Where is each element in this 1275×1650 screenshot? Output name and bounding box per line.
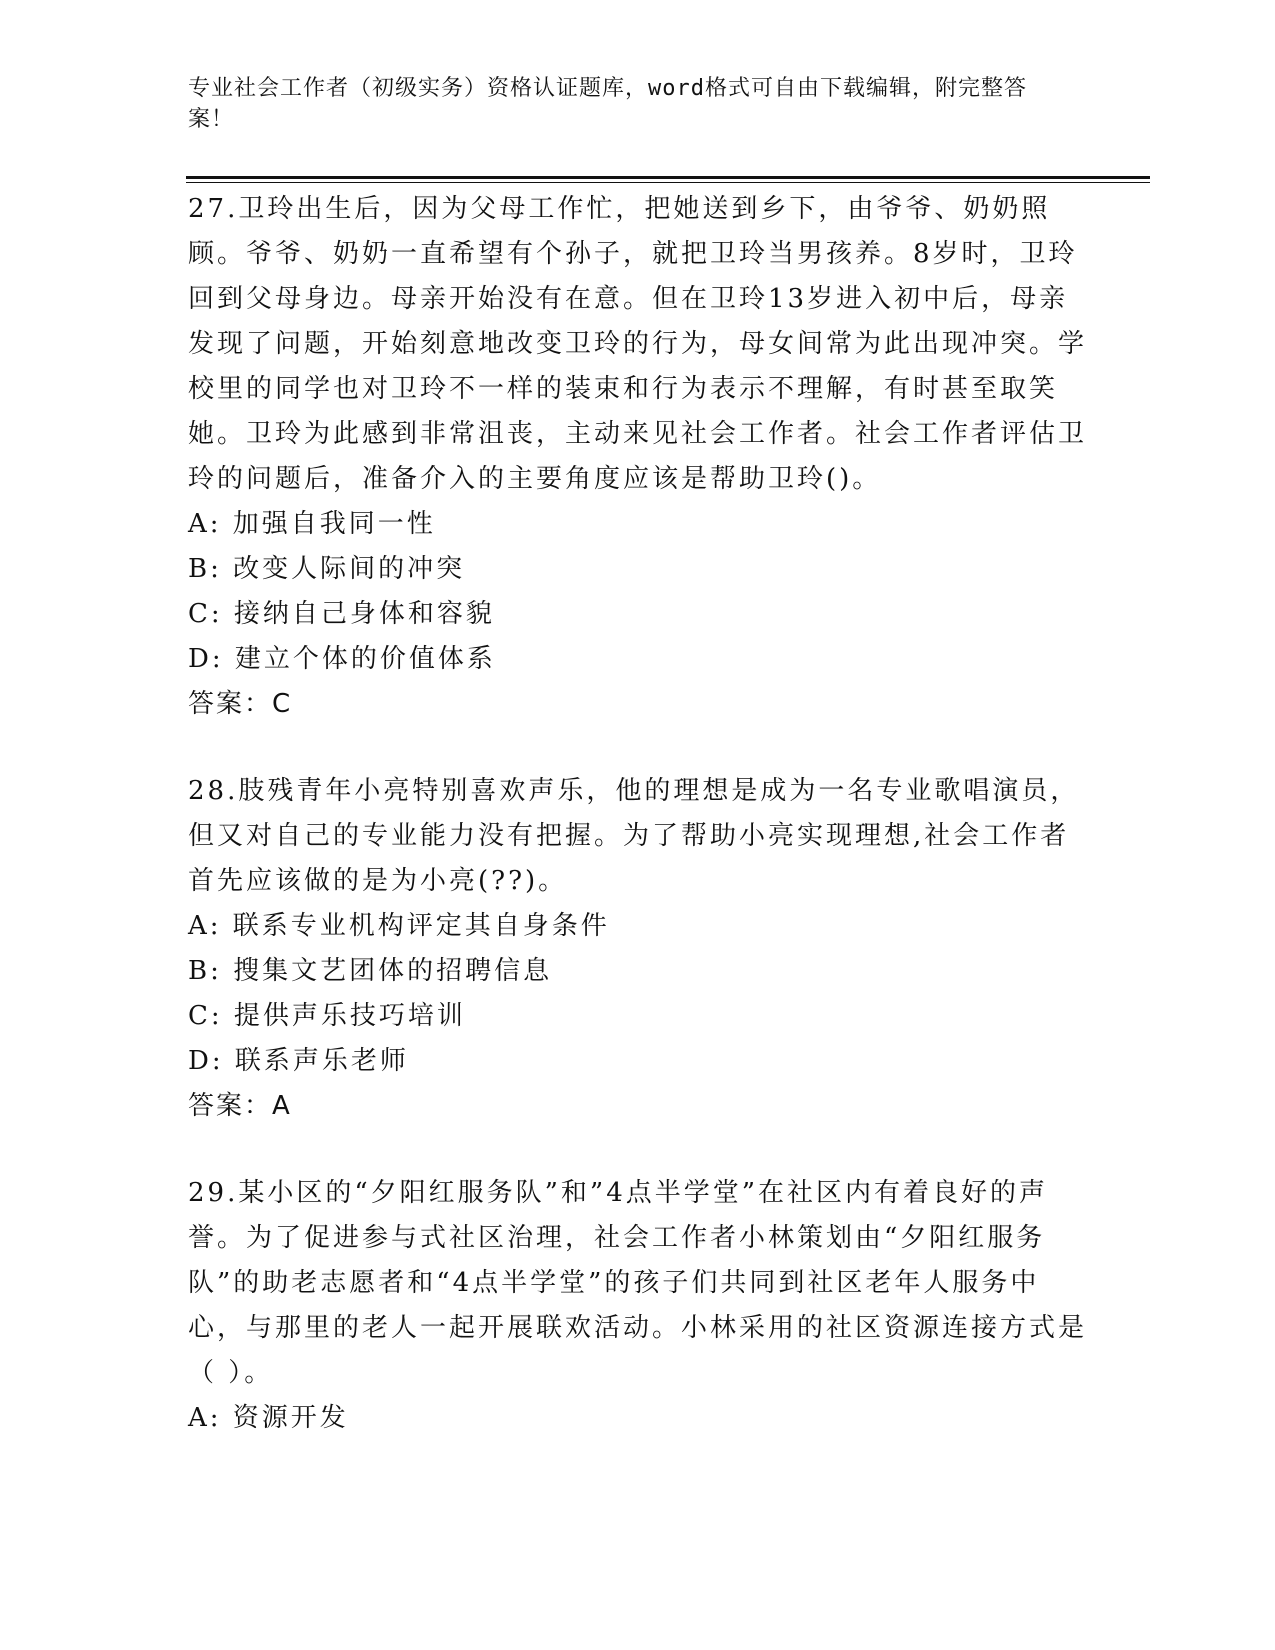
option-b: B: 搜集文艺团体的招聘信息 [188, 956, 553, 986]
question-28 [188, 769, 1088, 1129]
option-d: D: 建立个体的价值体系 [188, 644, 496, 674]
option-d: D: 联系声乐老师 [188, 1046, 409, 1076]
answer-label: 答案：A [188, 1091, 292, 1121]
option-b: B: 改变人际间的冲突 [188, 554, 466, 584]
header-divider-thick [186, 176, 1150, 179]
question-list [188, 187, 1088, 1483]
option-a: A: 加强自我同一性 [188, 509, 436, 539]
answer-label: 答案：C [188, 689, 293, 719]
question-stem: 27.卫玲出生后，因为父母工作忙，把她送到乡下，由爷爷、奶奶照顾。爷爷、奶奶一直希望有个孙子，就把卫玲当男孩养。8岁时，卫玲回到父母身边。母亲开始没有在意。但在卫玲13岁进入初中后，母亲发现了问题，开始刻意地改变卫玲的行为，母女间常为此出现冲突。学校里的同学也对卫玲不一样的装束和行为表示不理解，有时甚至取笑她。卫玲为此感到非常沮丧，主动来见社会工作者。社会工作者评估卫玲的问题后，准备介入的主要角度应该是帮助卫玲()。 [188, 194, 1088, 494]
question-29 [188, 1171, 1088, 1441]
option-c: C: 接纳自己身体和容貌 [188, 599, 495, 629]
header-divider-thin [186, 182, 1150, 183]
question-stem: 28.肢残青年小亮特别喜欢声乐，他的理想是成为一名专业歌唱演员，但又对自己的专业能力没有把握。为了帮助小亮实现理想,社会工作者首先应该做的是为小亮(??)。 [188, 776, 1080, 896]
option-a: A: 资源开发 [188, 1403, 349, 1433]
option-c: C: 提供声乐技巧培训 [188, 1001, 466, 1031]
header-title: 专业社会工作者（初级实务）资格认证题库，word格式可自由下载编辑，附完整答案！ [188, 76, 1027, 132]
document-header [188, 73, 1068, 135]
option-a: A: 联系专业机构评定其自身条件 [188, 911, 610, 941]
question-27 [188, 187, 1088, 727]
question-stem: 29.某小区的“夕阳红服务队”和”4点半学堂”在社区内有着良好的声誉。为了促进参与式社区治理，社会工作者小林策划由“夕阳红服务队”的助老志愿者和“4点半学堂”的孩子们共同到社区老年人服务中心，与那里的老人一起开展联欢活动。小林采用的社区资源连接方式是（ ）。 [188, 1178, 1088, 1388]
